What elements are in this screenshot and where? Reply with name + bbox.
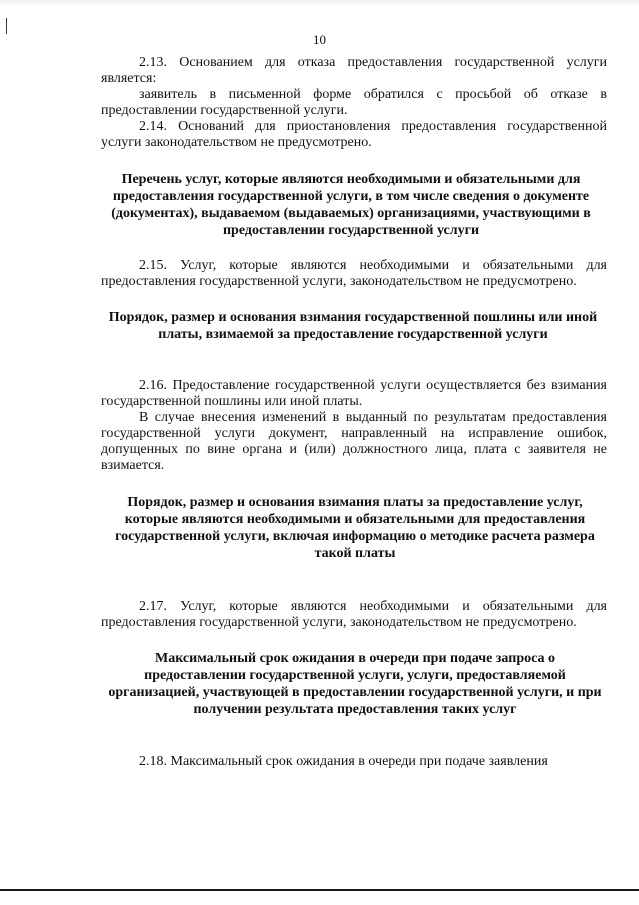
paragraph-2-13-reason: заявитель в письменной форме обратился с просьбой об отказе в предоставлении государственной услуги.: [101, 87, 607, 118]
paragraph-2-13: 2.13. Основанием для отказа предоставления государственной услуги является:: [101, 55, 607, 86]
page-number: 10: [313, 32, 326, 47]
paragraph-2-15: 2.15. Услуг, которые являются необходимыми и обязательными для предоставления государственной услуги, законодательством не предусмотрено.: [101, 258, 607, 289]
scan-top-edge: [0, 0, 639, 6]
heading-state-fee: Порядок, размер и основания взимания государственной пошлины или иной платы, взимаемой за предоставление государственной услуги: [108, 310, 598, 342]
paragraph-2-14: 2.14. Оснований для приостановления предоставления государственной услуги законодательством не предусмотрено.: [101, 119, 607, 150]
paragraph-2-18: 2.18. Максимальный срок ожидания в очереди при подаче заявления: [139, 754, 548, 769]
paragraph-2-17: 2.17. Услуг, которые являются необходимыми и обязательными для предоставления государственной услуги, законодательством не предусмотрено.: [101, 599, 607, 630]
scan-bottom-edge: [0, 889, 639, 891]
heading-queue-time: Максимальный срок ожидания в очереди при подаче запроса о предоставлении государственной услуги, услуги, предоставляемой организацией, участвующей в предоставлении государственной услуги, и при получении результата предоставления таких услуг: [108, 651, 602, 717]
paragraph-2-16-corrections: В случае внесения изменений в выданный по результатам предоставления государственной услуги документ, направленный на исправление ошибок, допущенных по вине органа и (или) должностного лица, плата с заявителя не взимается.: [101, 410, 607, 473]
paragraph-2-16: 2.16. Предоставление государственной услуги осуществляется без взимания государственной пошлины или иной платы.: [101, 378, 607, 409]
heading-fee-for-services: Порядок, размер и основания взимания платы за предоставление услуг, которые являются необходимыми и обязательными для предоставления государственной услуги, включая информацию о методике расчета размера такой платы: [115, 495, 595, 561]
document-body: [101, 55, 607, 770]
heading-services-list: Перечень услуг, которые являются необходимыми и обязательными для предоставления государственной услуги, в том числе сведения о документе (документах), выдаваемом (выдаваемых) организациями, участвующими в предоставлении государственной услуги: [111, 172, 591, 238]
